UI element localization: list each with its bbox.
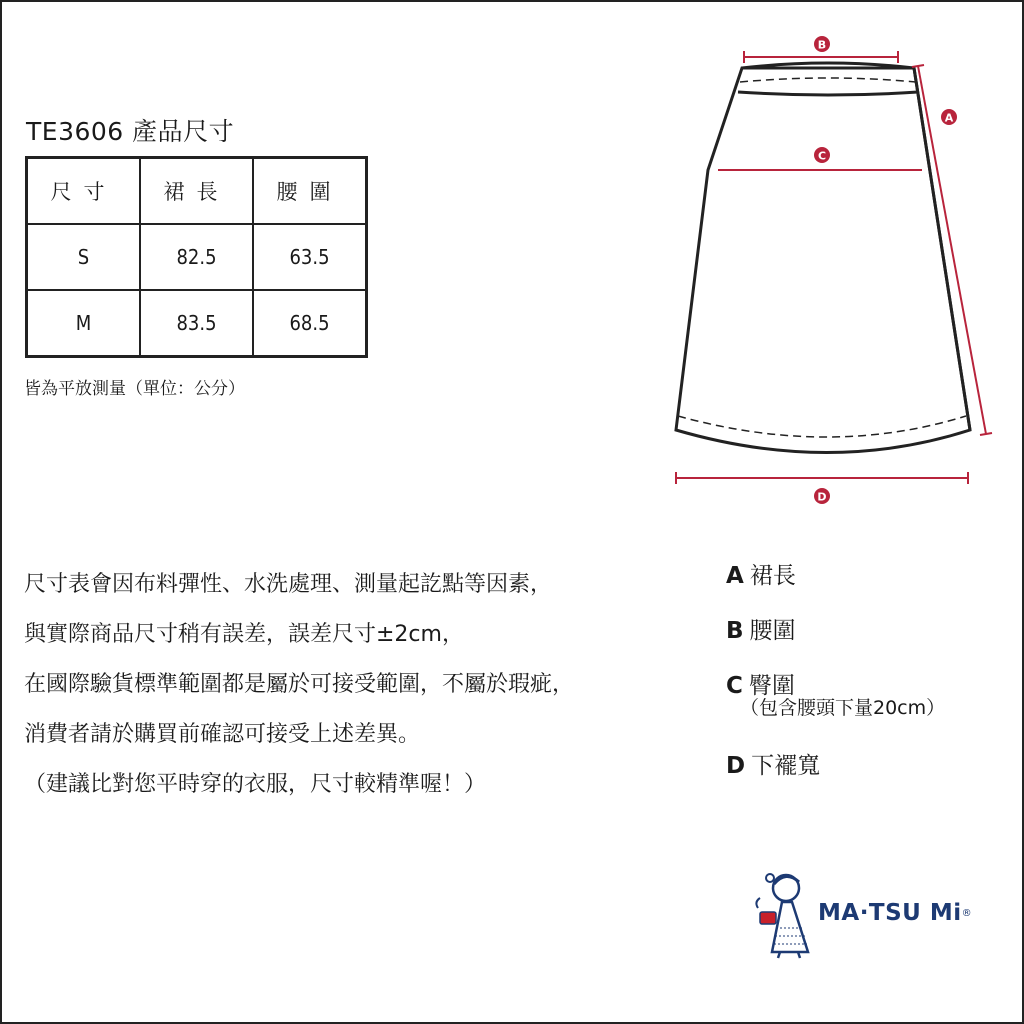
disclaimer-paragraph xyxy=(24,560,574,810)
legend-item xyxy=(726,611,945,666)
disclaimer-line: （建議比對您平時穿的衣服，尺寸較精準喔！） xyxy=(24,772,487,797)
cell-size: S xyxy=(27,224,141,290)
table-header-row xyxy=(27,158,367,225)
brand-name: MA·TSU Mi xyxy=(818,900,962,926)
disclaimer-line: 在國際驗貨標準範圍都是屬於可接受範圍，不屬於瑕疵， xyxy=(24,672,575,697)
legend-label: 裙長 xyxy=(749,563,796,589)
header-waist: 腰圍 xyxy=(253,158,367,225)
measure-legend xyxy=(726,556,945,801)
disclaimer-line: 與實際商品尺寸稍有誤差，誤差尺寸±2cm， xyxy=(24,622,464,647)
marker-b-label: B xyxy=(817,38,827,52)
legend-label: 臀圍 xyxy=(748,673,795,699)
cell-length: 83.5 xyxy=(140,290,253,357)
brand-logo xyxy=(818,900,972,926)
header-size: 尺寸 xyxy=(27,158,141,225)
legend-key: B xyxy=(726,618,744,644)
measure-note: 皆為平放測量（單位：公分） xyxy=(24,379,245,399)
disclaimer-line: 消費者請於購買前確認可接受上述差異。 xyxy=(24,722,421,747)
legend-item xyxy=(726,556,945,611)
legend-key: A xyxy=(726,563,744,589)
size-table xyxy=(25,156,368,358)
cell-size: M xyxy=(27,290,141,357)
header-length: 裙長 xyxy=(140,158,253,225)
skirt-outline xyxy=(676,68,970,453)
cell-length: 82.5 xyxy=(140,224,253,290)
table-row xyxy=(27,224,367,290)
legend-label: 腰圍 xyxy=(749,618,796,644)
legend-key: D xyxy=(726,753,746,779)
legend-label: 下襬寬 xyxy=(751,753,821,779)
brand-reg-mark: ® xyxy=(961,908,973,919)
cell-waist: 63.5 xyxy=(253,224,367,290)
skirt-diagram xyxy=(660,30,1000,510)
marker-d-label: D xyxy=(817,490,827,504)
brand-mascot-icon xyxy=(752,868,818,960)
marker-c-label: C xyxy=(817,149,827,163)
marker-a-label: A xyxy=(944,111,954,125)
cell-waist: 68.5 xyxy=(253,290,367,357)
disclaimer-line: 尺寸表會因布料彈性、水洗處理、測量起訖點等因素， xyxy=(24,572,553,597)
legend-subnote: （包含腰頭下量20cm） xyxy=(740,697,946,719)
legend-item xyxy=(726,746,945,801)
legend-key: C xyxy=(726,673,743,699)
table-row xyxy=(27,290,367,357)
page-title: TE3606 產品尺寸 xyxy=(26,117,235,146)
